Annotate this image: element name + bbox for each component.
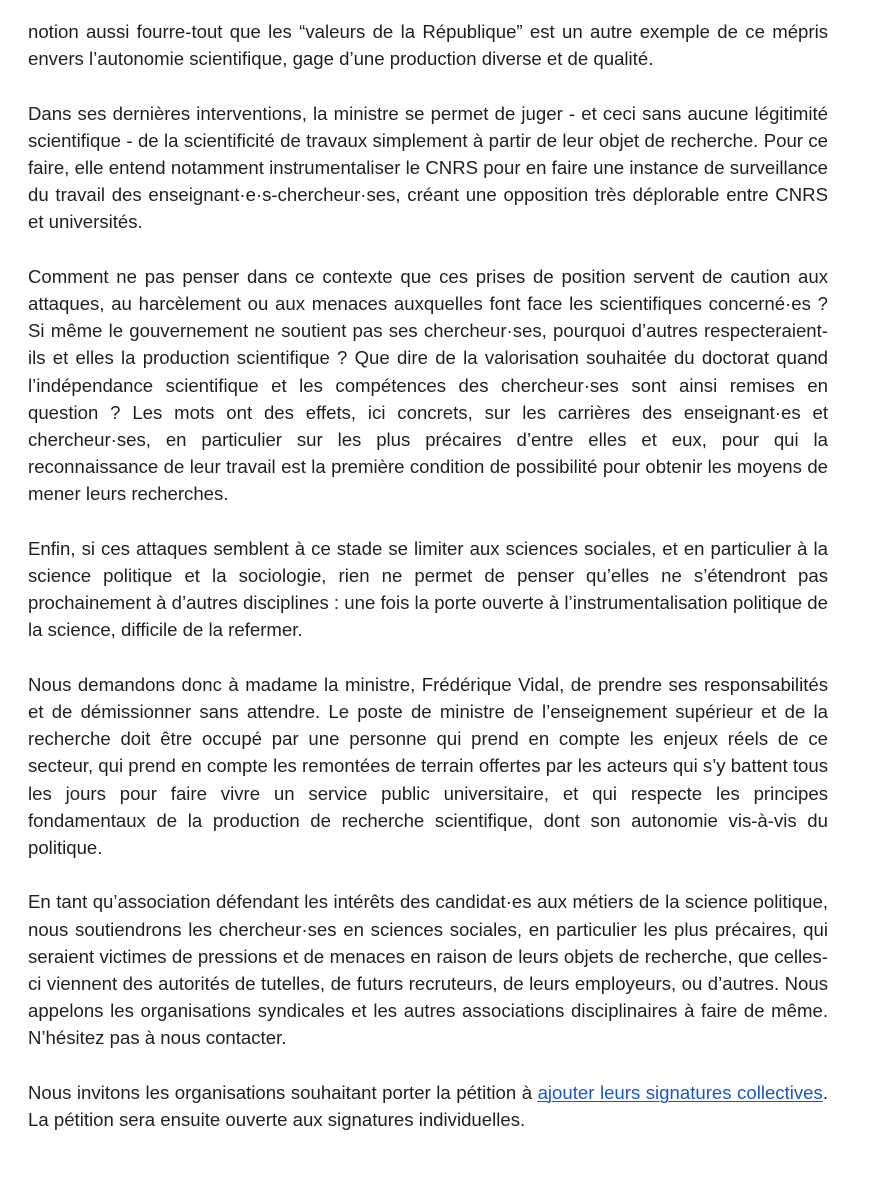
document-body: [28, 18, 828, 1133]
petition-text-before-link: Nous invitons les organisations souhaitant porter la pétition à: [28, 1081, 538, 1103]
paragraph-caution-attaques: Comment ne pas penser dans ce contexte que ces prises de position servent de caution aux attaques, au harcèlement ou aux menaces auxquelles font face les scientifiques concerné·es ? Si même le gouvernement ne soutient pas ses chercheur·ses, pourquoi d’autres respecteraient-ils et elles la production scientifique ? Que dire de la valorisation souhaitée du doctorat quand l’indépendance scientifique et les compétences des chercheur·ses sont ainsi remises en question ? Les mots ont des effets, ici concrets, sur les carrières des enseignant·es et chercheur·ses, en particulier sur les plus précaires d’entre elles et eux, pour qui la reconnaissance de leur travail est la première condition de possibilité pour obtenir les moyens de mener leurs recherches.: [28, 265, 828, 505]
paragraph-autres-disciplines: Enfin, si ces attaques semblent à ce stade se limiter aux sciences sociales, et en particulier à la science politique et la sociologie, rien ne permet de penser qu’elles ne s’étendront pas prochainement à d’autres disciplines : une fois la porte ouverte à l’instrumentalisation politique de la science, difficile de la refermer.: [28, 537, 828, 641]
paragraph-valeurs-republique: notion aussi fourre-tout que les “valeurs de la République” est un autre exemple de ce mépris envers l’autonomie scientifique, gage d’une production diverse et de qualité.: [28, 21, 828, 70]
paragraph-petition: [28, 1079, 828, 1133]
paragraph-demission: Nous demandons donc à madame la ministre, Frédérique Vidal, de prendre ses responsabilités et de démissionner sans attendre. Le poste de ministre de l’enseignement supérieur et de la recherche doit être occupé par une personne qui prend en compte les enjeux réels de ce secteur, qui prend en compte les remontées de terrain offertes par les acteurs qui s’y battent tous les jours pour faire vivre un service public universitaire, et qui respecte les principes fondamentaux de la production de recherche scientifique, dont son autonomie vis-à-vis du politique.: [28, 673, 828, 859]
petition-text-after-link: . La pétition sera ensuite ouverte aux signatures individuelles.: [28, 1081, 828, 1131]
signatures-collectives-link[interactable]: ajouter leurs signatures collectives: [537, 1081, 823, 1103]
paragraph-soutien-association: En tant qu’association défendant les intérêts des candidat·es aux métiers de la science politique, nous soutiendrons les chercheur·ses en sciences sociales, en particulier les plus précaires, qui seraient victimes de pressions et de menaces en raison de leurs objets de recherche, que celles-ci viennent des autorités de tutelles, de futurs recruteurs, de leurs employeurs, ou d’autres. Nous appelons les organisations syndicales et les autres associations disciplinaires à faire de même. N’hésitez pas à nous contacter.: [28, 891, 828, 1049]
paragraph-ministre-cnrs: Dans ses dernières interventions, la ministre se permet de juger - et ceci sans aucune légitimité scientifique - de la scientificité de travaux simplement à partir de leur objet de recherche. Pour ce faire, elle entend notamment instrumentaliser le CNRS pour en faire une instance de surveillance du travail des enseignant·e·s-chercheur·ses, créant une opposition très déplorable entre CNRS et universités.: [28, 102, 828, 233]
